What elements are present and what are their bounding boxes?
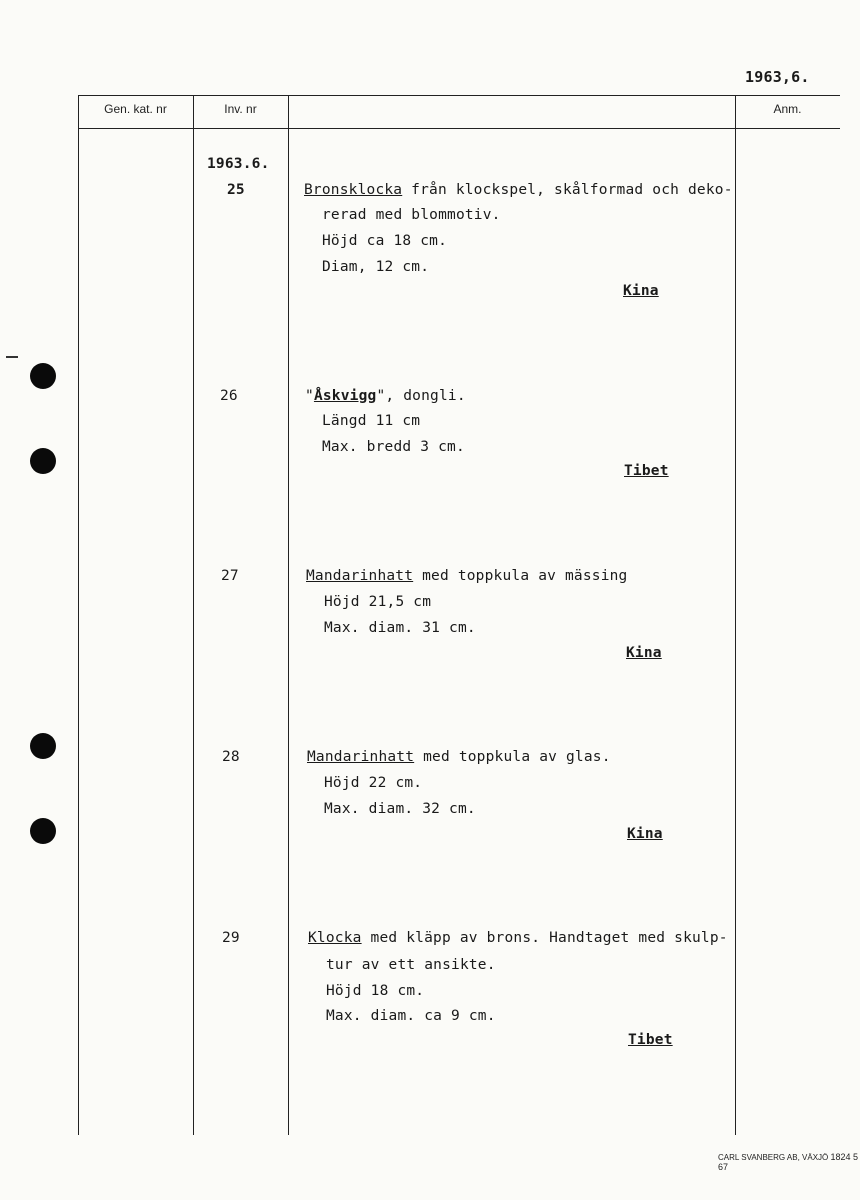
description-line: tur av ett ansikte. <box>326 957 496 973</box>
dimension-line: Max. diam. 32 cm. <box>324 801 476 817</box>
printer-name: CARL SVANBERG AB, VÄXJÖ <box>718 1153 829 1162</box>
description-text: med kläpp av brons. Handtaget med skulp- <box>361 930 728 946</box>
description-text: med toppkula av glas. <box>414 749 611 765</box>
object-name: Åskvigg <box>313 388 377 404</box>
column-rule-inv <box>288 95 289 1135</box>
description-text: med toppkula av mässing <box>413 568 628 584</box>
dimension-line: Diam, 12 cm. <box>322 259 430 275</box>
column-header-inv-nr: Inv. nr <box>224 102 257 116</box>
entry-title-line <box>305 388 466 404</box>
page-number: 1963,6. <box>745 68 810 86</box>
entry-title-line <box>308 930 728 946</box>
object-name: Mandarinhatt <box>307 749 415 765</box>
description-text: från klockspel, skålformad och deko- <box>402 182 733 198</box>
origin: Tibet <box>624 463 669 479</box>
inv-number: 27 <box>221 568 239 584</box>
dimension-line: Max. diam. ca 9 cm. <box>326 1008 496 1024</box>
punch-hole <box>30 818 56 844</box>
column-rule-left <box>78 95 79 1135</box>
height-line: Höjd 18 cm. <box>326 983 425 999</box>
length-line: Längd 11 cm <box>322 413 421 429</box>
form-number: 1824 5 67 <box>718 1152 859 1172</box>
punch-hole <box>30 363 56 389</box>
description-text: ", dongli. <box>376 388 466 404</box>
inv-number: 28 <box>222 749 240 765</box>
object-name: Bronsklocka <box>304 182 403 198</box>
height-line: Höjd ca 18 cm. <box>322 233 448 249</box>
entry-title-line <box>304 182 733 198</box>
origin: Kina <box>626 645 662 661</box>
width-line: Max. bredd 3 cm. <box>322 439 465 455</box>
object-name: Mandarinhatt <box>306 568 414 584</box>
column-rule-anm <box>735 95 736 1135</box>
inv-number: 26 <box>220 388 238 404</box>
dimension-line: Max. diam. 31 cm. <box>324 620 476 636</box>
description-line: rerad med blommotiv. <box>322 207 501 223</box>
inv-number: 25 <box>227 182 245 198</box>
column-rule-gen <box>193 95 194 1135</box>
quote-mark: " <box>305 388 314 404</box>
punch-hole <box>30 448 56 474</box>
inv-number: 29 <box>222 930 240 946</box>
entry-title-line <box>307 749 611 765</box>
series-label: 1963.6. <box>207 156 270 172</box>
column-header-gen-kat-nr: Gen. kat. nr <box>104 102 167 116</box>
origin: Tibet <box>628 1032 673 1048</box>
binder-mark <box>6 356 18 358</box>
origin: Kina <box>623 283 659 299</box>
printer-imprint <box>718 1152 860 1172</box>
object-name: Klocka <box>308 930 362 946</box>
height-line: Höjd 21,5 cm <box>324 594 432 610</box>
origin: Kina <box>627 826 663 842</box>
height-line: Höjd 22 cm. <box>324 775 423 791</box>
entry-title-line <box>306 568 628 584</box>
column-header-anm: Anm. <box>773 102 802 116</box>
punch-hole <box>30 733 56 759</box>
